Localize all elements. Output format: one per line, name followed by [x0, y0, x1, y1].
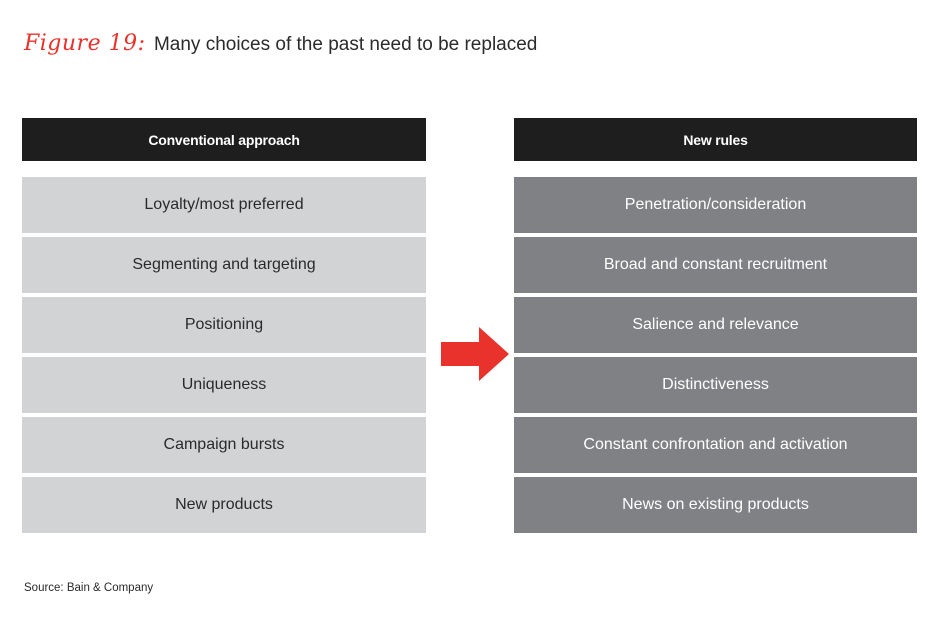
arrow-right-icon: [441, 327, 511, 386]
conventional-item: Campaign bursts: [22, 417, 426, 473]
figure-title-text: Many choices of the past need to be replaced: [153, 34, 538, 55]
figure-title: [24, 33, 537, 55]
conventional-approach-list: [22, 177, 426, 533]
conventional-item: New products: [22, 477, 426, 533]
figure-label: Figure 19:: [24, 31, 146, 56]
new-rules-header: New rules: [514, 118, 917, 161]
new-rules-column: [514, 118, 917, 537]
source-note: Source: Bain & Company: [24, 582, 154, 594]
conventional-approach-header: Conventional approach: [22, 118, 426, 161]
new-rule-item: Salience and relevance: [514, 297, 917, 353]
conventional-item: Positioning: [22, 297, 426, 353]
new-rules-list: [514, 177, 917, 533]
new-rule-item: News on existing products: [514, 477, 917, 533]
conventional-approach-column: [22, 118, 426, 537]
conventional-item: Segmenting and targeting: [22, 237, 426, 293]
new-rule-item: Penetration/consideration: [514, 177, 917, 233]
new-rule-item: Constant confrontation and activation: [514, 417, 917, 473]
conventional-item: Loyalty/most preferred: [22, 177, 426, 233]
arrow-right-shape: [441, 327, 509, 381]
conventional-item: Uniqueness: [22, 357, 426, 413]
new-rule-item: Distinctiveness: [514, 357, 917, 413]
new-rule-item: Broad and constant recruitment: [514, 237, 917, 293]
